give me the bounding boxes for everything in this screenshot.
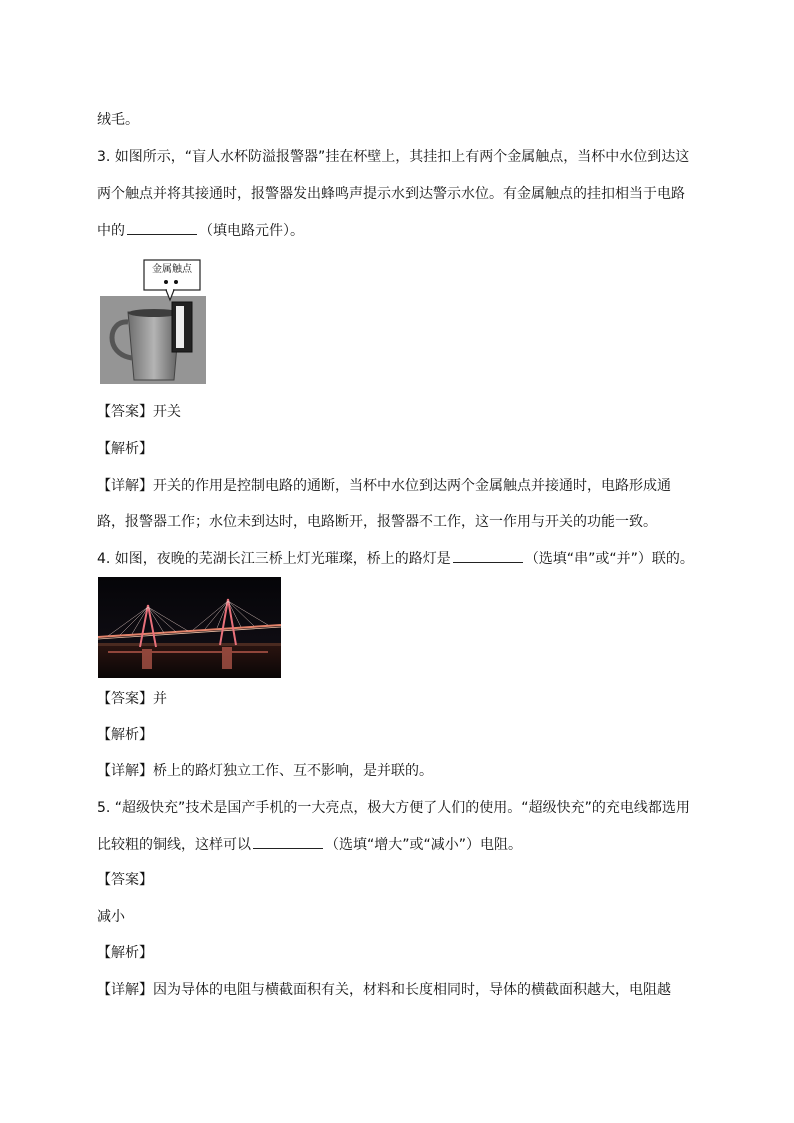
- question-5-prefix: 比较粗的铜线，这样可以: [97, 837, 251, 853]
- night-bridge-photo: [98, 577, 281, 678]
- question-3-prefix: 中的: [97, 223, 125, 239]
- answer-blank: [253, 834, 323, 849]
- analysis-3-heading: 【解析】: [97, 441, 153, 457]
- detail-3-line-1: 【详解】开关的作用是控制电路的通断，当杯中水位到达两个金属触点并接通时，电路形成通: [97, 478, 671, 494]
- question-3-line-3: [97, 220, 304, 241]
- answer-5-heading: 【答案】: [97, 872, 153, 888]
- answer-4: 【答案】并: [97, 691, 167, 707]
- question-4: [97, 548, 694, 569]
- analysis-5-heading: 【解析】: [97, 945, 153, 961]
- cup-alarm-figure: [100, 258, 206, 384]
- question-3-line-1: 3. 如图所示，“盲人水杯防溢报警器”挂在杯壁上，其挂扣上有两个金属触点，当杯中水位到达这: [97, 149, 690, 165]
- cup-label: 金属触点: [152, 264, 192, 275]
- question-5-line-2: [97, 834, 522, 855]
- question-5-line-1: 5. “超级快充”技术是国产手机的一大亮点，极大方便了人们的使用。“超级快充”的充电线都选用: [97, 800, 690, 816]
- question-3-line-2: 两个触点并将其接通时，报警器发出蜂鸣声提示水到达警示水位。有金属触点的挂扣相当于电路: [97, 186, 685, 202]
- detail-3-line-2: 路，报警器工作；水位未到达时，电路断开，报警器不工作，这一作用与开关的功能一致。: [97, 514, 657, 530]
- detail-4: 【详解】桥上的路灯独立工作、互不影响，是并联的。: [97, 763, 433, 779]
- text-line: 绒毛。: [97, 112, 139, 128]
- answer-blank: [127, 220, 197, 235]
- question-4-prefix: 4. 如图，夜晚的芜湖长江三桥上灯光璀璨，桥上的路灯是: [97, 551, 451, 567]
- question-5-suffix: （选填“增大”或“减小”）电阻。: [325, 837, 523, 853]
- analysis-4-heading: 【解析】: [97, 727, 153, 743]
- detail-5: 【详解】因为导体的电阻与横截面积有关，材料和长度相同时，导体的横截面积越大，电阻越: [97, 982, 671, 998]
- answer-5-value: 减小: [97, 909, 125, 925]
- answer-3: 【答案】开关: [97, 404, 181, 420]
- question-4-suffix: （选填“串”或“并”）联的。: [524, 551, 694, 567]
- question-3-suffix: （填电路元件）。: [199, 223, 304, 239]
- answer-blank: [453, 548, 523, 563]
